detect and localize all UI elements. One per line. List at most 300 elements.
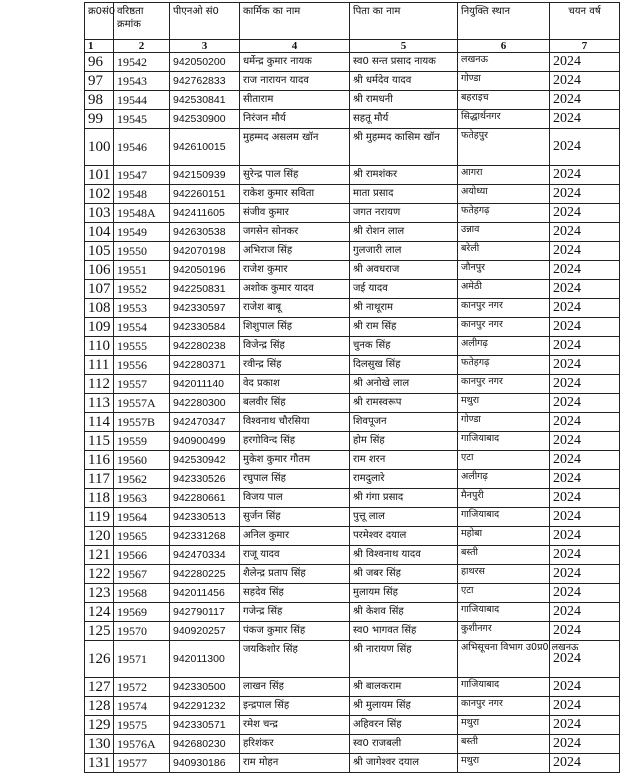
serial-number-cell: 122 — [85, 565, 114, 584]
posting-place-cell: एटा — [458, 451, 550, 470]
seniority-number-cell: 19564 — [114, 508, 170, 527]
pno-cell: 942011140 — [170, 375, 240, 394]
posting-place-cell: महोबा — [458, 527, 550, 546]
selection-year-cell: 2024 — [550, 527, 620, 546]
selection-year-cell: 2024 — [550, 413, 620, 432]
table-row — [85, 697, 620, 716]
father-name-cell: श्री बालकराम — [350, 678, 458, 697]
serial-number-cell: 105 — [85, 242, 114, 261]
seniority-number-cell: 19550 — [114, 242, 170, 261]
pno-cell: 942790117 — [170, 603, 240, 622]
father-name-cell: सहतू मौर्य — [350, 110, 458, 129]
pno-cell: 942280300 — [170, 394, 240, 413]
column-number-row — [85, 40, 620, 53]
seniority-number-cell: 19571 — [114, 641, 170, 678]
table-row — [85, 337, 620, 356]
selection-year-cell: 2024 — [550, 394, 620, 413]
serial-number-cell: 113 — [85, 394, 114, 413]
seniority-number-cell: 19570 — [114, 622, 170, 641]
father-name-cell: श्री केशव सिंह — [350, 603, 458, 622]
table-row — [85, 318, 620, 337]
serial-number-cell: 108 — [85, 299, 114, 318]
serial-number-cell: 114 — [85, 413, 114, 432]
pno-cell: 942330513 — [170, 508, 240, 527]
seniority-number-cell: 19551 — [114, 261, 170, 280]
employee-name-cell: सीताराम — [240, 91, 350, 110]
pno-cell: 942280238 — [170, 337, 240, 356]
seniority-number-cell: 19568 — [114, 584, 170, 603]
selection-year-cell: 2024 — [550, 603, 620, 622]
serial-number-cell: 123 — [85, 584, 114, 603]
table-row — [85, 280, 620, 299]
seniority-number-cell: 19543 — [114, 72, 170, 91]
father-name-cell: श्री नारायण सिंह — [350, 641, 458, 678]
pno-cell: 942250831 — [170, 280, 240, 299]
selection-year-cell: 2024 — [550, 204, 620, 223]
seniority-number-cell: 19557 — [114, 375, 170, 394]
selection-year-cell: 2024 — [550, 451, 620, 470]
posting-place-cell: अभिसूचना विभाग उ0प्र0 लखनऊ — [458, 641, 550, 678]
seniority-number-cell: 19545 — [114, 110, 170, 129]
pno-cell: 942280661 — [170, 489, 240, 508]
serial-number-cell: 96 — [85, 53, 114, 72]
pno-cell: 942762833 — [170, 72, 240, 91]
posting-place-cell: गोण्डा — [458, 72, 550, 91]
posting-place-cell: गाजियाबाद — [458, 678, 550, 697]
serial-number-cell: 109 — [85, 318, 114, 337]
table-row — [85, 375, 620, 394]
father-name-cell: श्री रामशंकर — [350, 166, 458, 185]
pno-cell: 942610015 — [170, 129, 240, 166]
seniority-number-cell: 19557B — [114, 413, 170, 432]
header-posting-place: नियुक्ति स्थान — [458, 3, 550, 40]
serial-number-cell: 99 — [85, 110, 114, 129]
pno-cell: 942011300 — [170, 641, 240, 678]
pno-cell: 942280371 — [170, 356, 240, 375]
seniority-number-cell: 19574 — [114, 697, 170, 716]
father-name-cell: जई यादव — [350, 280, 458, 299]
selection-year-cell: 2024 — [550, 356, 620, 375]
table-row — [85, 735, 620, 754]
table-row — [85, 678, 620, 697]
employee-name-cell: पंकज कुमार सिंह — [240, 622, 350, 641]
father-name-cell: शिवपूजन — [350, 413, 458, 432]
father-name-cell: स्व0 राजबली — [350, 735, 458, 754]
father-name-cell: स्व0 भागवत सिंह — [350, 622, 458, 641]
table-row — [85, 166, 620, 185]
serial-number-cell: 127 — [85, 678, 114, 697]
employee-name-cell: विजय पाल — [240, 489, 350, 508]
posting-place-cell: अयोध्या — [458, 185, 550, 204]
seniority-number-cell: 19549 — [114, 223, 170, 242]
seniority-number-cell: 19565 — [114, 527, 170, 546]
selection-year-cell: 2024 — [550, 223, 620, 242]
father-name-cell: श्री जागेश्वर दयाल — [350, 754, 458, 773]
table-row — [85, 261, 620, 280]
father-name-cell: श्री रामधनी — [350, 91, 458, 110]
father-name-cell: अहिवरन सिंह — [350, 716, 458, 735]
table-row — [85, 432, 620, 451]
pno-cell: 942530841 — [170, 91, 240, 110]
seniority-number-cell: 19556 — [114, 356, 170, 375]
selection-year-cell: 2024 — [550, 546, 620, 565]
posting-place-cell: गोण्डा — [458, 413, 550, 432]
serial-number-cell: 106 — [85, 261, 114, 280]
serial-number-cell: 129 — [85, 716, 114, 735]
serial-number-cell: 102 — [85, 185, 114, 204]
selection-year-cell: 2024 — [550, 622, 620, 641]
posting-place-cell: मैनपुरी — [458, 489, 550, 508]
table-row — [85, 754, 620, 773]
personnel-table — [84, 2, 620, 773]
serial-number-cell: 124 — [85, 603, 114, 622]
posting-place-cell: फतेहपुर — [458, 129, 550, 166]
roster-page — [84, 2, 619, 773]
employee-name-cell: इन्द्रपाल सिंह — [240, 697, 350, 716]
table-row — [85, 489, 620, 508]
serial-number-cell: 128 — [85, 697, 114, 716]
pno-cell: 942011456 — [170, 584, 240, 603]
table-row — [85, 72, 620, 91]
column-number: 4 — [240, 40, 350, 53]
posting-place-cell: मथुरा — [458, 754, 550, 773]
serial-number-cell: 130 — [85, 735, 114, 754]
seniority-number-cell: 19553 — [114, 299, 170, 318]
header-employee-name: कार्मिक का नाम — [240, 3, 350, 40]
seniority-number-cell: 19555 — [114, 337, 170, 356]
employee-name-cell: शिशुपाल सिंह — [240, 318, 350, 337]
selection-year-cell: 2024 — [550, 91, 620, 110]
father-name-cell: गुलजारी लाल — [350, 242, 458, 261]
seniority-number-cell: 19546 — [114, 129, 170, 166]
header-pno: पीएनओ सं0 — [170, 3, 240, 40]
employee-name-cell: राजेश बाबू — [240, 299, 350, 318]
employee-name-cell: संजीव कुमार — [240, 204, 350, 223]
employee-name-cell: अशोक कुमार यादव — [240, 280, 350, 299]
posting-place-cell: बस्ती — [458, 546, 550, 565]
serial-number-cell: 131 — [85, 754, 114, 773]
employee-name-cell: रघुपाल सिंह — [240, 470, 350, 489]
posting-place-cell: अमेठी — [458, 280, 550, 299]
seniority-number-cell: 19560 — [114, 451, 170, 470]
table-row — [85, 716, 620, 735]
employee-name-cell: जगसेन सोनकर — [240, 223, 350, 242]
serial-number-cell: 101 — [85, 166, 114, 185]
father-name-cell: माता प्रसाद — [350, 185, 458, 204]
employee-name-cell: राम मोहन — [240, 754, 350, 773]
employee-name-cell: रवीन्द्र सिंह — [240, 356, 350, 375]
selection-year-cell: 2024 — [550, 166, 620, 185]
selection-year-cell: 2024 — [550, 53, 620, 72]
posting-place-cell: हाथरस — [458, 565, 550, 584]
seniority-number-cell: 19577 — [114, 754, 170, 773]
table-row — [85, 204, 620, 223]
seniority-number-cell: 19566 — [114, 546, 170, 565]
column-number: 1 — [85, 40, 114, 53]
pno-cell: 940900499 — [170, 432, 240, 451]
pno-cell: 942330571 — [170, 716, 240, 735]
employee-name-cell: हरिशंकर — [240, 735, 350, 754]
employee-name-cell: सुर्जन सिंह — [240, 508, 350, 527]
posting-place-cell: सिद्धार्थनगर — [458, 110, 550, 129]
table-row — [85, 508, 620, 527]
posting-place-cell: गाजियाबाद — [458, 508, 550, 527]
pno-cell: 942050196 — [170, 261, 240, 280]
father-name-cell: मुलायम सिंह — [350, 584, 458, 603]
posting-place-cell: अलीगढ़ — [458, 337, 550, 356]
serial-number-cell: 100 — [85, 129, 114, 166]
table-row — [85, 91, 620, 110]
table-row — [85, 413, 620, 432]
serial-number-cell: 116 — [85, 451, 114, 470]
pno-cell: 940930186 — [170, 754, 240, 773]
seniority-number-cell: 19563 — [114, 489, 170, 508]
employee-name-cell: हरगोविन्द सिंह — [240, 432, 350, 451]
employee-name-cell: मुकेश कुमार गौतम — [240, 451, 350, 470]
table-row — [85, 185, 620, 204]
employee-name-cell: राजू यादव — [240, 546, 350, 565]
selection-year-cell: 2024 — [550, 337, 620, 356]
pno-cell: 942050200 — [170, 53, 240, 72]
serial-number-cell: 126 — [85, 641, 114, 678]
header-row — [85, 3, 620, 40]
selection-year-cell: 2024 — [550, 242, 620, 261]
employee-name-cell: सहदेव सिंह — [240, 584, 350, 603]
serial-number-cell: 121 — [85, 546, 114, 565]
father-name-cell: श्री नाथूराम — [350, 299, 458, 318]
selection-year-cell: 2024 — [550, 716, 620, 735]
posting-place-cell: कानपुर नगर — [458, 318, 550, 337]
table-row — [85, 527, 620, 546]
selection-year-cell: 2024 — [550, 584, 620, 603]
column-number: 6 — [458, 40, 550, 53]
seniority-number-cell: 19544 — [114, 91, 170, 110]
father-name-cell: श्री विश्वनाथ यादव — [350, 546, 458, 565]
father-name-cell: श्री राम सिंह — [350, 318, 458, 337]
seniority-number-cell: 19567 — [114, 565, 170, 584]
header-selection-year: चयन वर्ष — [550, 3, 620, 40]
serial-number-cell: 104 — [85, 223, 114, 242]
posting-place-cell: कानपुर नगर — [458, 375, 550, 394]
seniority-number-cell: 19552 — [114, 280, 170, 299]
father-name-cell: स्व0 सन्त प्रसाद नायक — [350, 53, 458, 72]
pno-cell: 942411605 — [170, 204, 240, 223]
table-row — [85, 641, 620, 678]
posting-place-cell: एटा — [458, 584, 550, 603]
column-number: 7 — [550, 40, 620, 53]
pno-cell: 942330584 — [170, 318, 240, 337]
table-row — [85, 129, 620, 166]
selection-year-cell: 2024 — [550, 318, 620, 337]
table-body — [85, 53, 620, 773]
serial-number-cell: 112 — [85, 375, 114, 394]
pno-cell: 942330500 — [170, 678, 240, 697]
posting-place-cell: बस्ती — [458, 735, 550, 754]
seniority-number-cell: 19562 — [114, 470, 170, 489]
serial-number-cell: 119 — [85, 508, 114, 527]
table-row — [85, 53, 620, 72]
selection-year-cell: 2024 — [550, 185, 620, 204]
father-name-cell: श्री धर्मदेव यादव — [350, 72, 458, 91]
selection-year-cell: 2024 — [550, 110, 620, 129]
header-father-name: पिता का नाम — [350, 3, 458, 40]
seniority-number-cell: 19569 — [114, 603, 170, 622]
father-name-cell: श्री मुलायम सिंह — [350, 697, 458, 716]
posting-place-cell: आगरा — [458, 166, 550, 185]
table-row — [85, 603, 620, 622]
table-row — [85, 584, 620, 603]
serial-number-cell: 103 — [85, 204, 114, 223]
column-number: 2 — [114, 40, 170, 53]
seniority-number-cell: 19548 — [114, 185, 170, 204]
father-name-cell: जगत नरायण — [350, 204, 458, 223]
employee-name-cell: बलवीर सिंह — [240, 394, 350, 413]
posting-place-cell: फतेहगढ़ — [458, 204, 550, 223]
posting-place-cell: अलीगढ़ — [458, 470, 550, 489]
employee-name-cell: अभिराज सिंह — [240, 242, 350, 261]
pno-cell: 942291232 — [170, 697, 240, 716]
column-number: 5 — [350, 40, 458, 53]
employee-name-cell: धर्मेन्द्र कुमार नायक — [240, 53, 350, 72]
father-name-cell: राम शरन — [350, 451, 458, 470]
selection-year-cell: 2024 — [550, 641, 620, 678]
pno-cell: 942260151 — [170, 185, 240, 204]
father-name-cell: श्री रोशन लाल — [350, 223, 458, 242]
pno-cell: 942630538 — [170, 223, 240, 242]
seniority-number-cell: 19542 — [114, 53, 170, 72]
selection-year-cell: 2024 — [550, 735, 620, 754]
seniority-number-cell: 19576A — [114, 735, 170, 754]
table-row — [85, 356, 620, 375]
employee-name-cell: विजेन्द्र सिंह — [240, 337, 350, 356]
pno-cell: 942331268 — [170, 527, 240, 546]
father-name-cell: श्री गंगा प्रसाद — [350, 489, 458, 508]
pno-cell: 942330597 — [170, 299, 240, 318]
employee-name-cell: शैलेन्द्र प्रताप सिंह — [240, 565, 350, 584]
serial-number-cell: 117 — [85, 470, 114, 489]
seniority-number-cell: 19575 — [114, 716, 170, 735]
employee-name-cell: जयकिशोर सिंह — [240, 641, 350, 678]
employee-name-cell: वेद प्रकाश — [240, 375, 350, 394]
seniority-number-cell: 19554 — [114, 318, 170, 337]
pno-cell: 942470347 — [170, 413, 240, 432]
father-name-cell: श्री मुहम्मद कासिम खॉन — [350, 129, 458, 166]
posting-place-cell: बहराइच — [458, 91, 550, 110]
posting-place-cell: मथुरा — [458, 716, 550, 735]
table-row — [85, 470, 620, 489]
father-name-cell: परमेश्वर दयाल — [350, 527, 458, 546]
serial-number-cell: 98 — [85, 91, 114, 110]
father-name-cell: चुनक सिंह — [350, 337, 458, 356]
serial-number-cell: 97 — [85, 72, 114, 91]
table-row — [85, 451, 620, 470]
posting-place-cell: गाजियाबाद — [458, 603, 550, 622]
serial-number-cell: 118 — [85, 489, 114, 508]
posting-place-cell: लखनऊ — [458, 53, 550, 72]
selection-year-cell: 2024 — [550, 508, 620, 527]
posting-place-cell: कानपुर नगर — [458, 697, 550, 716]
pno-cell: 942530942 — [170, 451, 240, 470]
seniority-number-cell: 19559 — [114, 432, 170, 451]
selection-year-cell: 2024 — [550, 489, 620, 508]
father-name-cell: दिलसुख सिंह — [350, 356, 458, 375]
father-name-cell: रामदुलारे — [350, 470, 458, 489]
employee-name-cell: लाखन सिंह — [240, 678, 350, 697]
serial-number-cell: 111 — [85, 356, 114, 375]
selection-year-cell: 2024 — [550, 129, 620, 166]
table-row — [85, 223, 620, 242]
selection-year-cell: 2024 — [550, 432, 620, 451]
employee-name-cell: निरंजन मौर्य — [240, 110, 350, 129]
table-row — [85, 394, 620, 413]
employee-name-cell: मुहम्मद असलम खॉन — [240, 129, 350, 166]
seniority-number-cell: 19548A — [114, 204, 170, 223]
father-name-cell: पुत्तू लाल — [350, 508, 458, 527]
serial-number-cell: 107 — [85, 280, 114, 299]
header-seniority-number: वरिष्ठता क्रमांक — [114, 3, 170, 40]
pno-cell: 942470334 — [170, 546, 240, 565]
table-row — [85, 565, 620, 584]
table-row — [85, 110, 620, 129]
serial-number-cell: 115 — [85, 432, 114, 451]
table-row — [85, 546, 620, 565]
father-name-cell: श्री अनोखे लाल — [350, 375, 458, 394]
employee-name-cell: राजेश कुमार — [240, 261, 350, 280]
header-serial-number: क्र0सं0 — [85, 3, 114, 40]
selection-year-cell: 2024 — [550, 299, 620, 318]
serial-number-cell: 125 — [85, 622, 114, 641]
posting-place-cell: मथुरा — [458, 394, 550, 413]
pno-cell: 942070198 — [170, 242, 240, 261]
pno-cell: 942680230 — [170, 735, 240, 754]
selection-year-cell: 2024 — [550, 754, 620, 773]
selection-year-cell: 2024 — [550, 375, 620, 394]
employee-name-cell: अनिल कुमार — [240, 527, 350, 546]
father-name-cell: श्री अवधराज — [350, 261, 458, 280]
selection-year-cell: 2024 — [550, 72, 620, 91]
father-name-cell: श्री रामस्वरूप — [350, 394, 458, 413]
pno-cell: 940920257 — [170, 622, 240, 641]
selection-year-cell: 2024 — [550, 565, 620, 584]
posting-place-cell: जौनपुर — [458, 261, 550, 280]
serial-number-cell: 120 — [85, 527, 114, 546]
pno-cell: 942150939 — [170, 166, 240, 185]
posting-place-cell: बरेली — [458, 242, 550, 261]
serial-number-cell: 110 — [85, 337, 114, 356]
seniority-number-cell: 19547 — [114, 166, 170, 185]
selection-year-cell: 2024 — [550, 470, 620, 489]
posting-place-cell: कानपुर नगर — [458, 299, 550, 318]
employee-name-cell: गजेन्द्र सिंह — [240, 603, 350, 622]
posting-place-cell: कुशीनगर — [458, 622, 550, 641]
selection-year-cell: 2024 — [550, 678, 620, 697]
table-row — [85, 299, 620, 318]
selection-year-cell: 2024 — [550, 261, 620, 280]
employee-name-cell: राज नारायन यादव — [240, 72, 350, 91]
employee-name-cell: राकेश कुमार सविता — [240, 185, 350, 204]
posting-place-cell: गाजियाबाद — [458, 432, 550, 451]
posting-place-cell: फतेहगढ़ — [458, 356, 550, 375]
pno-cell: 942280225 — [170, 565, 240, 584]
father-name-cell: होम सिंह — [350, 432, 458, 451]
table-row — [85, 622, 620, 641]
father-name-cell: श्री जबर सिंह — [350, 565, 458, 584]
table-row — [85, 242, 620, 261]
column-number: 3 — [170, 40, 240, 53]
pno-cell: 942530900 — [170, 110, 240, 129]
seniority-number-cell: 19572 — [114, 678, 170, 697]
posting-place-cell: उन्नाव — [458, 223, 550, 242]
